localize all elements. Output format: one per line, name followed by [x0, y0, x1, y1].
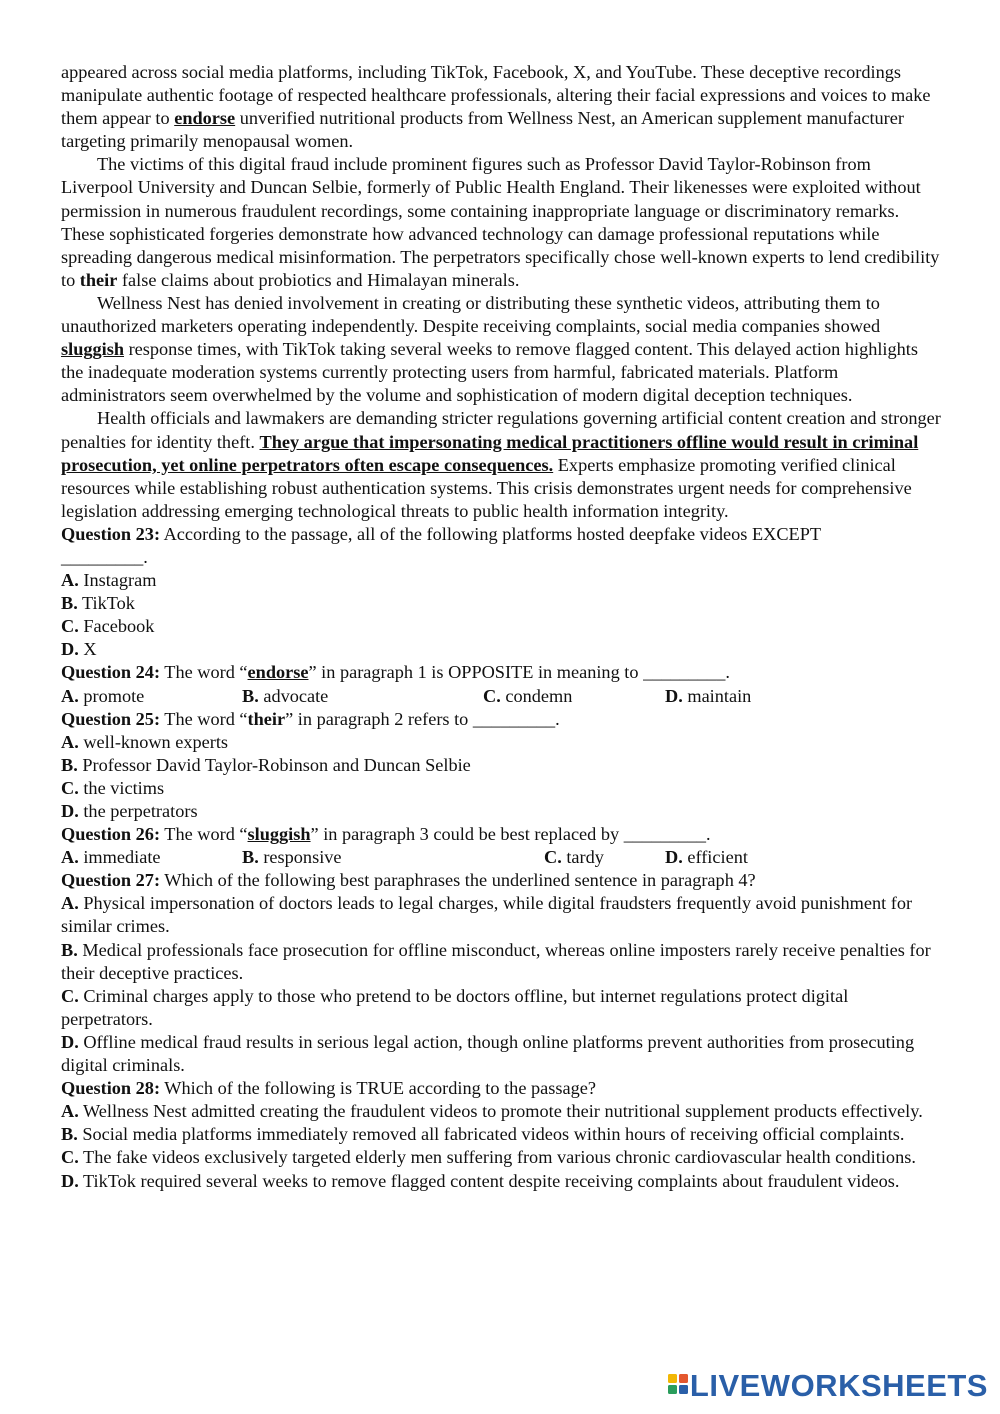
q27-option-b[interactable]: B. Medical professionals face prosecution for offline misconduct, whereas online imposters rarely receive penalties for their deceptive practices.: [61, 939, 931, 983]
keyword-their: their: [247, 708, 286, 729]
question-25: Question 25: The word “their” in paragraph 2 refers to _________.: [61, 708, 560, 729]
answer-blank: _________.: [61, 546, 148, 567]
q24-option-a[interactable]: A. promote: [61, 685, 145, 706]
q28-option-b[interactable]: B. Social media platforms immediately removed all fabricated videos within hours of receiving official complaints.: [61, 1124, 905, 1145]
passage-text: unverified nutritional products from Wellness Nest, an American supplement manufacturer targeting primarily menopausal women.: [61, 108, 904, 152]
q28-option-d[interactable]: D. TikTok required several weeks to remove flagged content despite receiving complaints about fraudulent videos.: [61, 1170, 900, 1191]
q26-option-c[interactable]: C. tardy: [544, 847, 604, 868]
underlined-sentence: They argue that impersonating medical practitioners offline would result in criminal prosecution, yet online perpetrators often escape consequences.: [61, 431, 919, 475]
passage-paragraph-3: [61, 292, 941, 407]
question-text: Which of the following is TRUE according to the passage?: [160, 1078, 596, 1099]
passage-text: appeared across social media platforms, including TikTok, Facebook, X, and YouTube. These deceptive recordings manipulate authentic footage of respected healthcare professionals, altering their facial expressions and voices to make them appear to: [61, 62, 931, 129]
liveworksheets-logo-icon: [668, 1372, 690, 1400]
question-26: Question 26: The word “sluggish” in paragraph 3 could be best replaced by _________.: [61, 824, 711, 845]
keyword-endorse: endorse: [247, 662, 309, 683]
q26-option-a[interactable]: A. immediate: [61, 847, 161, 868]
passage-text: response times, with TikTok taking several weeks to remove flagged content. This delayed action highlights the inadequate moderation systems currently protecting users from harmful, fabricated materials. Platform administrators seem overwhelmed by the volume and sophistication of modern digital deception techniques.: [61, 339, 918, 406]
question-label: Question 25:: [61, 708, 161, 729]
question-27: [61, 869, 941, 892]
q27-option-c[interactable]: C. Criminal charges apply to those who pretend to be doctors offline, but internet regulations protect digital perpetrators.: [61, 985, 849, 1029]
keyword-sluggish: sluggish: [247, 824, 311, 845]
q24-option-d[interactable]: D. maintain: [665, 685, 752, 706]
question-24: Question 24: The word “endorse” in paragraph 1 is OPPOSITE in meaning to _________.: [61, 662, 730, 683]
keyword-their: their: [79, 269, 118, 290]
q23-option-a[interactable]: A. Instagram: [61, 570, 157, 591]
passage-text: false claims about probiotics and Himalayan minerals.: [117, 269, 520, 290]
passage-paragraph-4: [61, 407, 941, 522]
q27-option-d[interactable]: D. Offline medical fraud results in serious legal action, though online platforms prevent authorities from prosecuting digital criminals.: [61, 1031, 915, 1076]
q25-option-d[interactable]: D. the perpetrators: [61, 801, 198, 821]
passage-paragraph-2: [61, 153, 941, 292]
q26-option-d[interactable]: D. efficient: [665, 847, 748, 868]
q26-option-b[interactable]: B. responsive: [242, 847, 342, 868]
q26-options: [61, 846, 941, 869]
q28-option-c[interactable]: C. The fake videos exclusively targeted elderly men suffering from various chronic cardiovascular health conditions.: [61, 1147, 916, 1168]
question-label: Question 23:: [61, 523, 161, 544]
q27-option-a[interactable]: A. Physical impersonation of doctors leads to legal charges, while digital fraudsters frequently avoid punishment for similar crimes.: [61, 893, 913, 937]
q25-option-c[interactable]: C. the victims: [61, 777, 165, 798]
question-label: Question 27:: [61, 870, 161, 891]
liveworksheets-watermark: [668, 1368, 988, 1404]
q28-option-a[interactable]: A. Wellness Nest admitted creating the fraudulent videos to promote their nutritional supplement products effectively.: [61, 1101, 923, 1122]
q25-option-b[interactable]: B. Professor David Taylor-Robinson and Duncan Selbie: [61, 754, 471, 775]
q23-option-d[interactable]: D. X: [61, 639, 97, 660]
question-28: [61, 1077, 941, 1100]
question-text: According to the passage, all of the following platforms hosted deepfake videos EXCEPT: [160, 523, 822, 544]
worksheet-content: [61, 61, 941, 1193]
question-text: Which of the following best paraphrases the underlined sentence in paragraph 4?: [160, 870, 756, 891]
q25-option-a[interactable]: A. well-known experts: [61, 731, 229, 752]
passage-paragraph-1: [61, 61, 941, 153]
keyword-sluggish: sluggish: [61, 339, 125, 360]
q23-option-c[interactable]: C. Facebook: [61, 616, 155, 637]
passage-text: Health officials and lawmakers are demanding stricter regulations governing artificial content creation and stronger penalties for identity theft.: [61, 408, 941, 452]
question-label: Question 26:: [61, 824, 161, 845]
passage-text: Experts emphasize promoting verified clinical resources while establishing robust authentication systems. This crisis demonstrates urgent needs for comprehensive legislation addressing emerging technological threats to public health information integrity.: [61, 454, 912, 521]
watermark-text: LIVEWORKSHEETS: [689, 1368, 988, 1404]
question-label: Question 28:: [61, 1078, 161, 1099]
q23-option-b[interactable]: B. TikTok: [61, 593, 135, 614]
keyword-endorse: endorse: [174, 108, 236, 129]
q24-option-b[interactable]: B. advocate: [242, 685, 329, 706]
q24-options: [61, 685, 941, 708]
question-label: Question 24:: [61, 662, 161, 683]
passage-text: Wellness Nest has denied involvement in creating or distributing these synthetic videos, attributing them to unauthorized marketers operating independently. Despite receiving complaints, social media companies showed: [61, 292, 881, 337]
question-23: [61, 523, 941, 546]
passage-text: The victims of this digital fraud include prominent figures such as Professor David Taylor-Robinson from Liverpool University and Duncan Selbie, formerly of Public Health England. Their likenesses were exploited without permission in numerous fraudulent recordings, some containing inappropriate language or discriminatory remarks. These sophisticated forgeries demonstrate how advanced technology can damage professional reputations while spreading dangerous medical misinformation. The perpetrators specifically chose well-known experts to lend credibility to: [61, 154, 940, 290]
q24-option-c[interactable]: C. condemn: [483, 685, 573, 706]
